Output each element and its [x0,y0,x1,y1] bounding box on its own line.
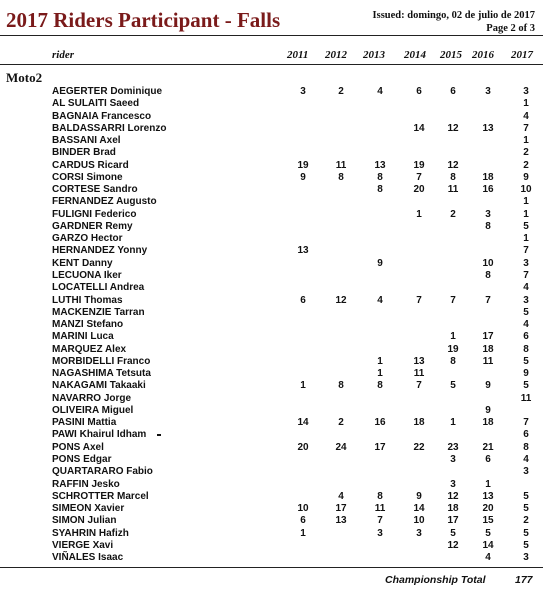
year-cell-2015: 1 [450,331,456,343]
table-row [0,123,549,135]
year-cell-2013: 8 [377,171,383,183]
year-cell-2013: 8 [377,184,383,196]
header-rule-top [0,35,543,36]
year-cell-2015: 12 [447,159,459,171]
table-row [0,270,549,282]
year-cell-2015: 18 [447,503,459,515]
year-cell-2017: 4 [523,282,529,294]
class-label: Moto2 [6,70,43,85]
year-cell-2013: 9 [377,257,383,269]
rider-name: PONS Axel [52,441,104,453]
table-row [0,429,549,441]
rider-name: BALDASSARRI Lorenzo [52,122,167,134]
year-cell-2017: 5 [523,306,529,318]
issued-date: Issued: domingo, 02 de julio de 2017 [372,10,535,21]
year-cell-2011: 1 [300,380,306,392]
year-cell-2016: 21 [482,441,494,453]
year-cell-2017: 5 [523,220,529,232]
year-cell-2016: 11 [482,355,494,367]
year-cell-2013: 16 [374,417,386,429]
year-cell-2015: 19 [447,343,459,355]
year-cell-2014: 10 [413,515,425,527]
year-cell-2017: 2 [523,159,529,171]
rider-name: LOCATELLI Andrea [52,282,145,294]
table-row [0,307,549,319]
year-header-2017: 2017 [511,49,533,61]
rider-name: PAWI Khairul Idham [52,429,147,441]
year-cell-2015: 12 [447,122,459,134]
year-cell-2017: 1 [523,98,529,110]
year-cell-2014: 14 [413,122,425,134]
rider-name: AEGERTER Dominique [52,86,163,97]
year-cell-2011: 3 [300,86,306,97]
year-cell-2017: 7 [523,417,529,429]
year-cell-2014: 19 [413,159,425,171]
year-cell-2017: 4 [523,110,529,122]
rider-name: KENT Danny [52,257,113,269]
table-row [0,540,549,552]
rider-name: NAKAGAMI Takaaki [52,380,146,392]
rider-name: VIÑALES Isaac [52,552,124,564]
rider-name: QUARTARARO Fabio [52,466,153,478]
header-rule-bottom [0,64,543,65]
year-cell-2011: 1 [300,527,306,539]
year-cell-2017: 2 [523,147,529,159]
year-cell-2015: 8 [450,355,456,367]
year-cell-2017: 7 [523,269,529,281]
year-cell-2012: 13 [335,515,347,527]
year-cell-2014: 1 [416,208,422,220]
year-cell-2013: 13 [374,159,386,171]
table-row [0,172,549,184]
table-row [0,442,549,454]
table-row [0,515,549,527]
rider-name: SCHROTTER Marcel [52,490,149,502]
rider-name: HERNANDEZ Yonny [52,245,148,257]
footer-rule [0,567,543,568]
year-cell-2017: 9 [523,171,529,183]
year-cell-2017: 2 [523,515,529,527]
year-cell-2016: 9 [485,380,491,392]
year-cell-2017: 9 [523,368,529,380]
table-row [0,160,549,172]
year-cell-2017: 10 [520,184,532,196]
rider-name: VIERGE Xavi [52,539,114,551]
table-row [0,344,549,356]
table-row [0,209,549,221]
year-cell-2015: 3 [450,453,456,465]
year-cell-2016: 3 [485,208,491,220]
year-cell-2017: 1 [523,196,529,208]
year-cell-2013: 1 [377,368,383,380]
dash-mark-icon [157,434,161,436]
rider-name: FULIGNI Federico [52,208,137,220]
year-cell-2012: 8 [338,380,344,392]
year-header-2014: 2014 [404,49,426,61]
year-cell-2017: 4 [523,319,529,331]
year-cell-2015: 8 [450,171,456,183]
year-cell-2017: 4 [523,453,529,465]
table-row [0,147,549,159]
year-cell-2013: 7 [377,515,383,527]
rider-name: PASINI Mattia [52,417,117,429]
table-row [0,528,549,540]
table-row [0,454,549,466]
year-cell-2017: 6 [523,429,529,441]
year-cell-2015: 2 [450,208,456,220]
year-cell-2017: 3 [523,257,529,269]
year-cell-2016: 18 [482,343,494,355]
year-cell-2017: 5 [523,527,529,539]
year-cell-2016: 13 [482,122,494,134]
rider-name: CORSI Simone [52,171,123,183]
year-header-2011: 2011 [287,49,309,61]
year-cell-2013: 17 [374,441,386,453]
year-cell-2013: 4 [377,86,383,97]
year-cell-2011: 20 [297,441,309,453]
table-row [0,258,549,270]
year-cell-2017: 11 [520,392,532,404]
year-cell-2014: 6 [416,86,422,97]
year-cell-2016: 15 [482,515,494,527]
year-cell-2015: 3 [450,478,456,490]
table-row [0,319,549,331]
table-row [0,380,549,392]
year-cell-2015: 23 [447,441,459,453]
rider-name: SIMON Julian [52,515,117,527]
year-cell-2017: 3 [523,294,529,306]
year-cell-2017: 5 [523,380,529,392]
year-cell-2016: 18 [482,417,494,429]
table-row [0,417,549,429]
year-cell-2017: 3 [523,552,529,564]
year-cell-2014: 14 [413,503,425,515]
year-cell-2015: 7 [450,294,456,306]
year-cell-2016: 17 [482,331,494,343]
table-row [0,184,549,196]
table-row [0,245,549,257]
rider-name: LECUONA Iker [52,269,122,281]
year-cell-2013: 8 [377,380,383,392]
year-cell-2017: 8 [523,441,529,453]
year-cell-2012: 4 [338,490,344,502]
year-cell-2014: 22 [413,441,425,453]
rider-name: MARINI Luca [52,331,114,343]
table-row [0,98,549,110]
year-cell-2012: 2 [338,86,344,97]
table-row [0,393,549,405]
year-cell-2011: 10 [297,503,309,515]
year-cell-2015: 6 [450,86,456,97]
year-cell-2016: 18 [482,171,494,183]
year-cell-2011: 13 [297,245,309,257]
year-cell-2016: 8 [485,220,491,232]
rider-name: SIMEON Xavier [52,503,125,515]
year-cell-2015: 5 [450,380,456,392]
rider-name: AL SULAITI Saeed [52,98,140,110]
year-header-2015: 2015 [440,49,462,61]
year-cell-2017: 7 [523,122,529,134]
year-cell-2015: 5 [450,527,456,539]
championship-total-label: Championship Total [385,574,486,586]
table-row [0,552,549,564]
year-cell-2014: 7 [416,380,422,392]
table-row [0,135,549,147]
year-cell-2014: 20 [413,184,425,196]
year-cell-2017: 8 [523,343,529,355]
year-cell-2012: 12 [335,294,347,306]
year-cell-2017: 5 [523,355,529,367]
year-cell-2011: 9 [300,171,306,183]
year-cell-2017: 5 [523,490,529,502]
year-cell-2015: 17 [447,515,459,527]
year-cell-2016: 7 [485,294,491,306]
year-cell-2011: 19 [297,159,309,171]
rider-name: MORBIDELLI Franco [52,355,151,367]
year-cell-2011: 6 [300,515,306,527]
rider-name: PONS Edgar [52,453,112,465]
year-cell-2014: 3 [416,527,422,539]
year-cell-2016: 14 [482,539,494,551]
year-cell-2015: 11 [447,184,459,196]
year-cell-2017: 5 [523,539,529,551]
table-row [0,295,549,307]
year-cell-2014: 7 [416,294,422,306]
year-cell-2012: 11 [335,159,347,171]
year-cell-2016: 20 [482,503,494,515]
table-row [0,282,549,294]
year-cell-2016: 16 [482,184,494,196]
year-cell-2014: 11 [413,368,425,380]
rider-name: CARDUS Ricard [52,159,129,171]
table-row [0,331,549,343]
year-cell-2013: 4 [377,294,383,306]
year-cell-2016: 4 [485,552,491,564]
rider-name: NAVARRO Jorge [52,392,132,404]
rider-name: NAGASHIMA Tetsuta [52,368,151,380]
year-cell-2013: 1 [377,355,383,367]
table-row [0,491,549,503]
year-cell-2017: 1 [523,208,529,220]
table-row [0,466,549,478]
rider-name: SYAHRIN Hafizh [52,527,129,539]
championship-total-value: 177 [515,574,533,586]
rider-name: BINDER Brad [52,147,116,159]
rider-name: BAGNAIA Francesco [52,110,152,122]
rider-name: MARQUEZ Alex [52,343,127,355]
table-row [0,221,549,233]
table-row [0,503,549,515]
rider-name: GARDNER Remy [52,220,133,232]
table-row [0,196,549,208]
year-cell-2016: 6 [485,453,491,465]
issued-info [373,9,535,35]
year-cell-2015: 12 [447,539,459,551]
table-row [0,233,549,245]
table-row [0,86,549,98]
table-row [0,479,549,491]
rider-name: RAFFIN Jesko [52,478,120,490]
year-cell-2017: 6 [523,331,529,343]
year-cell-2017: 1 [523,135,529,147]
year-header-2016: 2016 [472,49,494,61]
rider-name: MACKENZIE Tarran [52,306,145,318]
rider-name: CORTESE Sandro [52,184,138,196]
year-cell-2013: 3 [377,527,383,539]
year-cell-2014: 18 [413,417,425,429]
year-cell-2014: 9 [416,490,422,502]
table-row [0,356,549,368]
rider-name: LUTHI Thomas [52,294,123,306]
table-row [0,111,549,123]
year-cell-2016: 3 [485,86,491,97]
year-header-2012: 2012 [325,49,347,61]
year-cell-2012: 17 [335,503,347,515]
year-cell-2017: 7 [523,245,529,257]
year-cell-2017: 3 [523,466,529,478]
rider-name: OLIVEIRA Miguel [52,404,134,416]
rider-name: GARZO Hector [52,233,123,245]
year-cell-2011: 6 [300,294,306,306]
year-cell-2017: 1 [523,233,529,245]
year-cell-2016: 10 [482,257,494,269]
year-cell-2013: 11 [374,503,386,515]
year-cell-2013: 8 [377,490,383,502]
rider-name: BASSANI Axel [52,135,121,147]
year-cell-2014: 7 [416,171,422,183]
rider-name: MANZI Stefano [52,319,124,331]
year-cell-2014: 13 [413,355,425,367]
year-cell-2015: 12 [447,490,459,502]
rider-column-header: rider [52,49,74,61]
year-cell-2012: 2 [338,417,344,429]
year-cell-2016: 8 [485,269,491,281]
year-cell-2017: 5 [523,503,529,515]
table-row [0,405,549,417]
year-cell-2016: 13 [482,490,494,502]
year-header-2013: 2013 [363,49,385,61]
year-cell-2016: 5 [485,527,491,539]
page-number: Page 2 of 3 [486,23,535,34]
year-cell-2016: 1 [485,478,491,490]
rider-name: FERNANDEZ Augusto [52,196,157,208]
year-cell-2016: 9 [485,404,491,416]
year-cell-2012: 24 [335,441,347,453]
year-cell-2011: 14 [297,417,309,429]
rider-table [0,86,549,564]
year-cell-2017: 3 [523,86,529,97]
year-cell-2012: 8 [338,171,344,183]
report-title: 2017 Riders Participant - Falls [6,8,281,32]
year-cell-2015: 1 [450,417,456,429]
table-row [0,368,549,380]
